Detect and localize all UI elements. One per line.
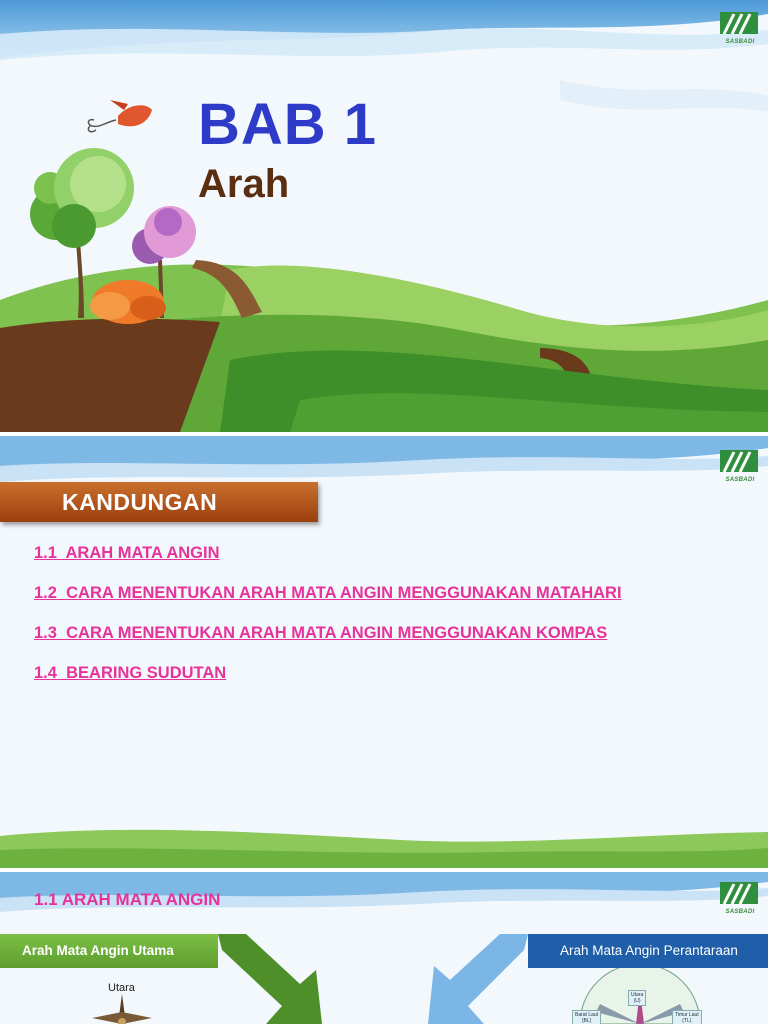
compass-north-label: Utara bbox=[108, 982, 135, 994]
toc-number: 1.3 bbox=[34, 624, 57, 642]
logo-text: SASBADI bbox=[725, 39, 755, 45]
logo-text: SASBADI bbox=[725, 477, 755, 483]
dial-north-abbr: (U) bbox=[633, 998, 641, 1004]
intermediate-directions-label: Arah Mata Angin Perantaraan bbox=[560, 943, 738, 958]
sasbadi-logo bbox=[720, 450, 760, 483]
sasbadi-logo bbox=[720, 882, 760, 915]
toc-link-1-3[interactable] bbox=[34, 624, 607, 642]
list-item bbox=[34, 544, 622, 584]
toc-label: ARAH MATA ANGIN bbox=[65, 544, 220, 562]
logo-text: SASBADI bbox=[725, 909, 755, 915]
intermediate-directions-tag bbox=[528, 934, 768, 968]
contents-heading: KANDUNGAN bbox=[62, 489, 218, 515]
chapter-subtitle: Arah bbox=[198, 162, 290, 206]
landscape-background bbox=[0, 0, 768, 432]
title-slide bbox=[0, 0, 768, 432]
sasbadi-logo-icon bbox=[720, 882, 758, 908]
dial-north-label: Utara bbox=[631, 992, 644, 998]
main-directions-label: Arah Mata Angin Utama bbox=[22, 943, 174, 958]
contents-slide bbox=[0, 436, 768, 868]
dial-northwest-abbr: (BL) bbox=[581, 1018, 592, 1024]
dial-northwest-label: Barat Laut bbox=[575, 1012, 599, 1018]
toc-link-1-1[interactable] bbox=[34, 544, 219, 562]
sasbadi-logo bbox=[720, 12, 760, 45]
toc-number: 1.4 bbox=[34, 664, 57, 682]
toc-label: CARA MENENTUKAN ARAH MATA ANGIN MENGGUNAKAN MATAHARI bbox=[66, 584, 622, 602]
toc-link-1-4[interactable] bbox=[34, 664, 226, 682]
toc-link-1-2[interactable] bbox=[34, 584, 622, 602]
dial-northeast-tag bbox=[672, 1010, 702, 1024]
main-directions-tag bbox=[0, 934, 218, 968]
section-title: 1.1 ARAH MATA ANGIN bbox=[34, 890, 221, 909]
dial-north-tag bbox=[628, 990, 646, 1006]
list-item bbox=[34, 664, 622, 704]
list-item bbox=[34, 584, 622, 624]
list-item bbox=[34, 624, 622, 664]
toc-label: BEARING SUDUTAN bbox=[66, 664, 227, 682]
dial-northeast-abbr: (TL) bbox=[682, 1018, 692, 1024]
directions-slide bbox=[0, 872, 768, 1024]
toc-label: CARA MENENTUKAN ARAH MATA ANGIN MENGGUNAKAN KOMPAS bbox=[66, 624, 608, 642]
sasbadi-logo-icon bbox=[720, 450, 758, 476]
contents-heading-banner bbox=[0, 482, 318, 522]
dial-northwest-tag bbox=[572, 1010, 601, 1024]
toc-number: 1.2 bbox=[34, 584, 57, 602]
chapter-title: BAB 1 bbox=[198, 92, 378, 157]
dial-northeast-label: Timur Laut bbox=[675, 1012, 699, 1018]
toc-number: 1.1 bbox=[34, 544, 57, 562]
sasbadi-logo-icon bbox=[720, 12, 758, 38]
table-of-contents bbox=[34, 544, 622, 704]
